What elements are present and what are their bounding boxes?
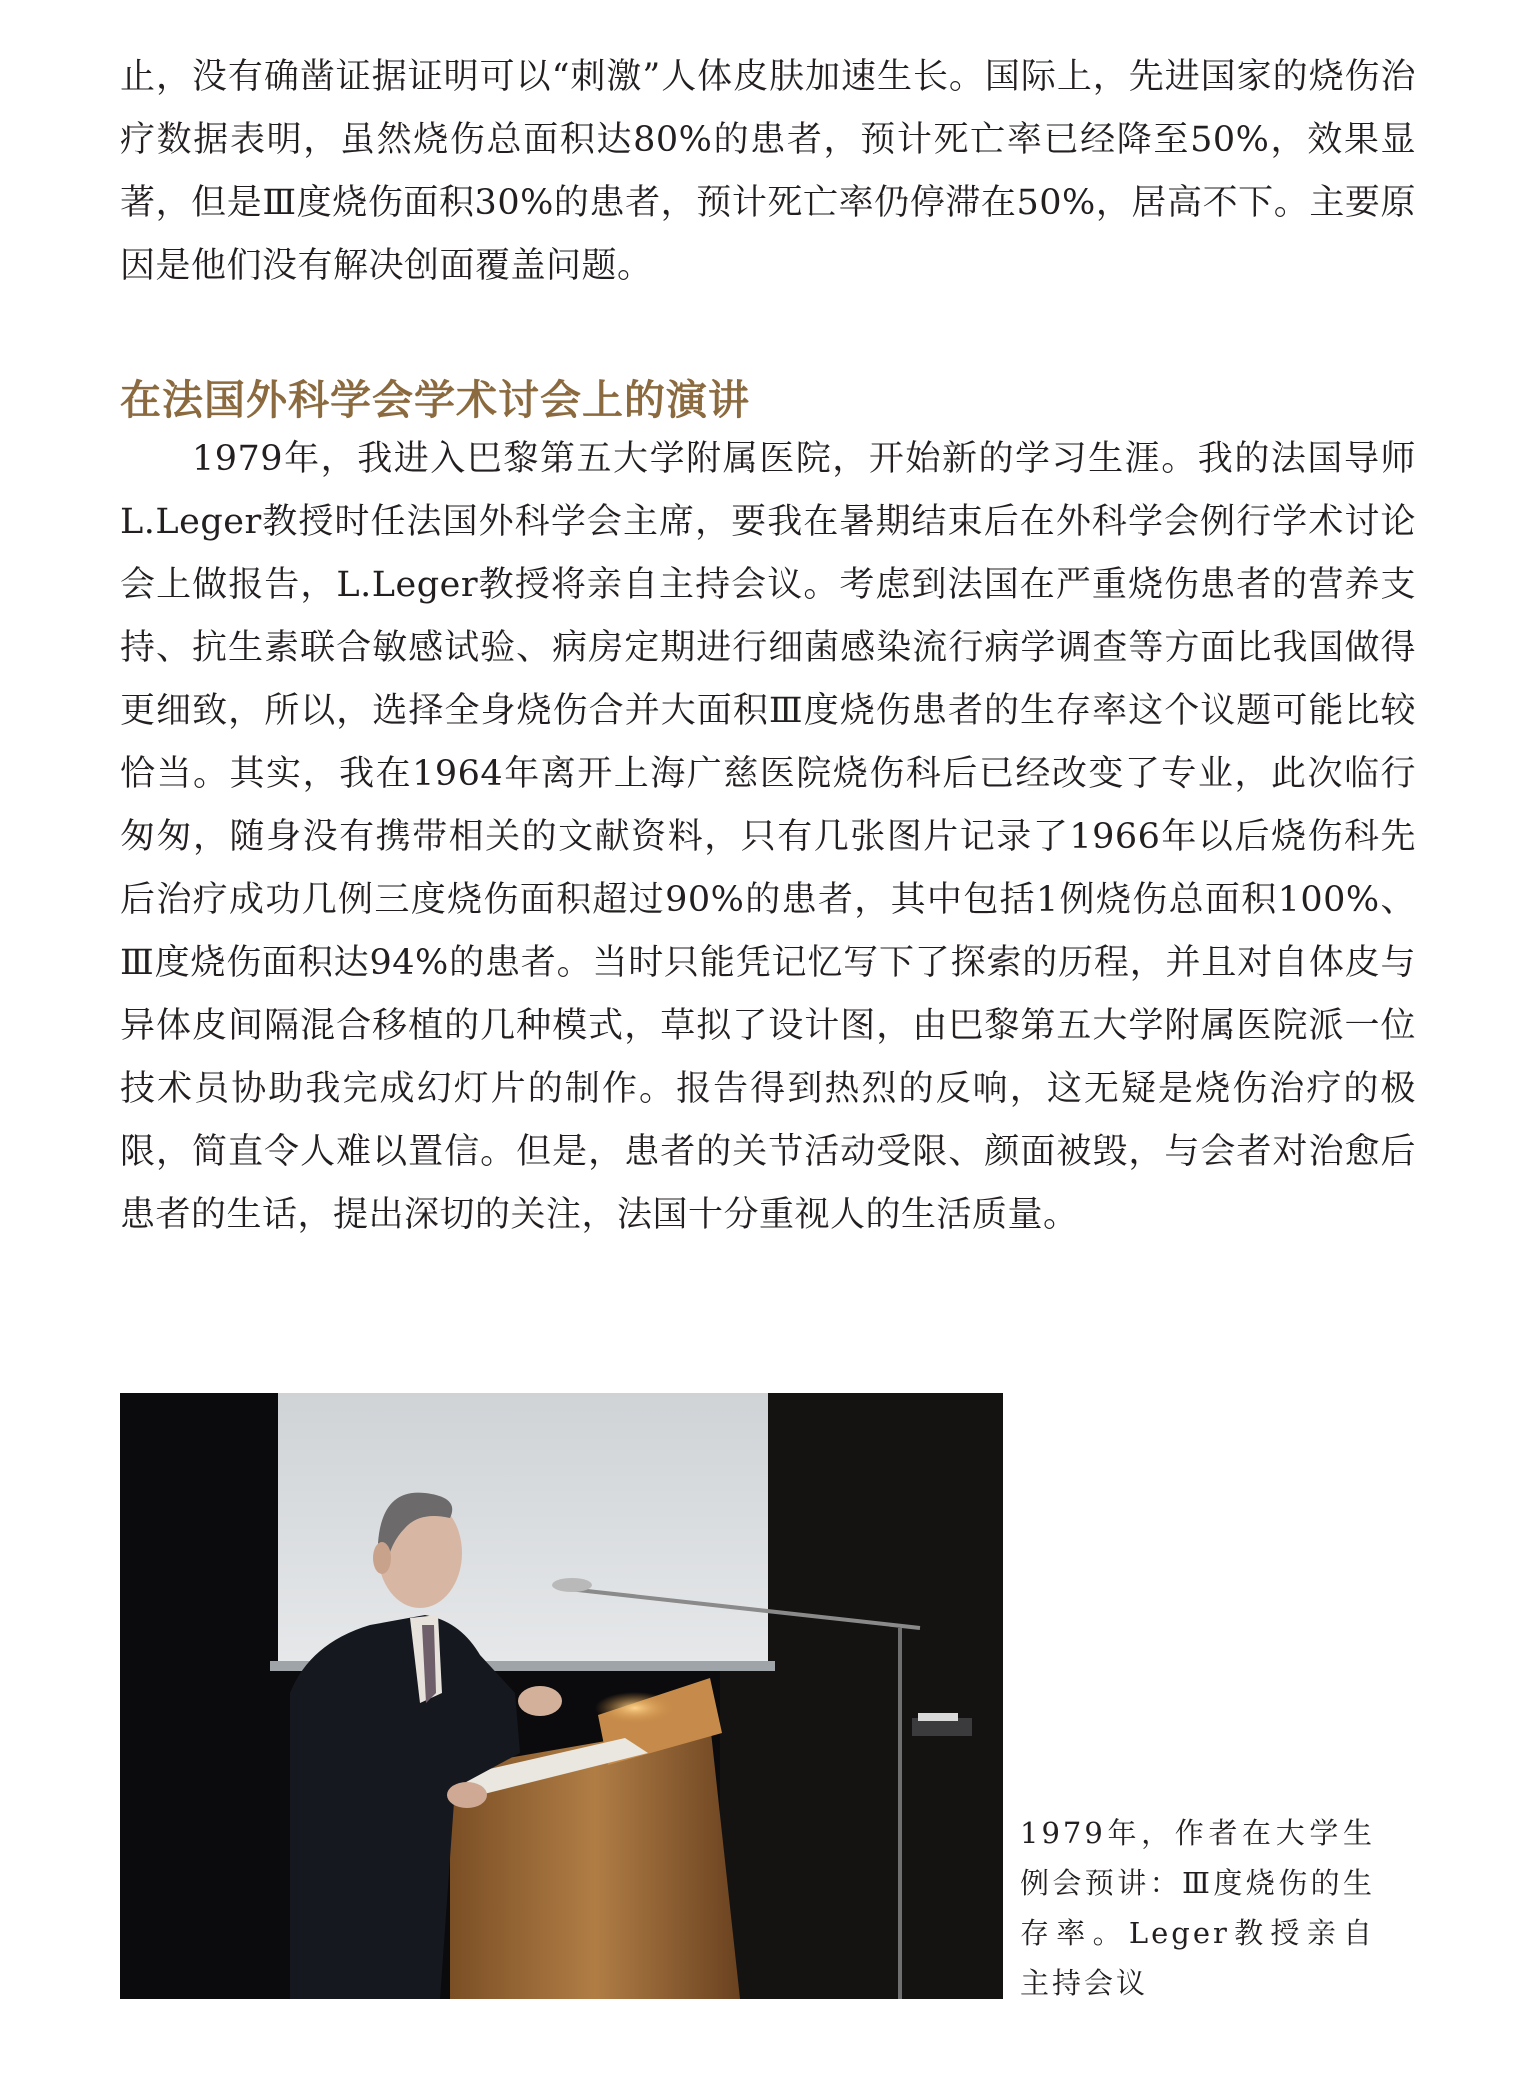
lecture-photo [120,1393,1003,1999]
body-paragraph-top: 止，没有确凿证据证明可以“刺激”人体皮肤加速生长。国际上，先进国家的烧伤治疗数据表明，虽然烧伤总面积达80%的患者，预计死亡率已经降至50%，效果显著，但是Ⅲ度烧伤面积30%的患者，预计死亡率仍停滞在50%，居高不下。主要原因是他们没有解决创面覆盖问题。 [120,57,1416,286]
microphone-icon [552,1578,592,1592]
photo-caption: 1979年，作者在大学生例会预讲：Ⅲ度烧伤的生存率。Leger教授亲自主持会议 [1020,1816,1375,2000]
body-paragraph-main: 1979年，我进入巴黎第五大学附属医院，开始新的学习生涯。我的法国导师L.Leger教授时任法国外科学会主席，要我在暑期结束后在外科学会例行学术讨论会上做报告，L.Leger教授将亲自主持会议。考虑到法国在严重烧伤患者的营养支持、抗生素联合敏感试验、病房定期进行细菌感染流行病学调查等方面比我国做得更细致，所以，选择全身烧伤合并大面积Ⅲ度烧伤患者的生存率这个议题可能比较恰当。其实，我在1964年离开上海广慈医院烧伤科后已经改变了专业，此次临行匆匆，随身没有携带相关的文献资料，只有几张图片记录了1966年以后烧伤科先后治疗成功几例三度烧伤面积超过90%的患者，其中包括1例烧伤总面积100%、Ⅲ度烧伤面积达94%的患者。当时只能凭记忆写下了探索的历程，并且对自体皮与异体皮间隔混合移植的几种模式，草拟了设计图，由巴黎第五大学附属医院派一位技术员协助我完成幻灯片的制作。报告得到热烈的反响，这无疑是烧伤治疗的极限，简直令人难以置信。但是，患者的关节活动受限、颜面被毁，与会者对治愈后患者的生话，提出深切的关注，法国十分重视人的生活质量。 [120,439,1416,1235]
projection-screen [278,1393,768,1668]
section-heading: 在法国外科学会学术讨会上的演讲 [120,376,750,424]
